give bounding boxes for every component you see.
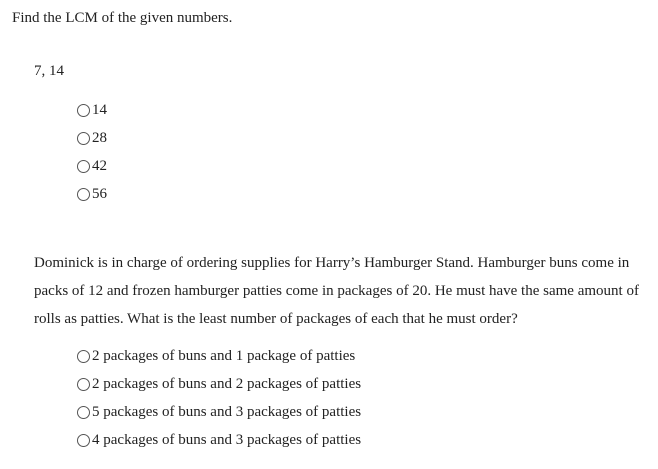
option-label: 5 packages of buns and 3 packages of patties xyxy=(92,403,362,420)
radio-button[interactable] xyxy=(77,160,90,173)
radio-button[interactable] xyxy=(77,104,90,117)
question1-option-2[interactable] xyxy=(77,124,107,152)
radio-button[interactable] xyxy=(77,132,90,145)
radio-button[interactable] xyxy=(77,434,90,447)
question1-option-3[interactable] xyxy=(77,152,107,180)
question2-option-2[interactable] xyxy=(77,370,361,398)
radio-button[interactable] xyxy=(77,406,90,419)
question1-option-1[interactable] xyxy=(77,96,107,124)
question1-options xyxy=(77,96,107,208)
question2-option-1[interactable] xyxy=(77,342,361,370)
option-label: 56 xyxy=(92,185,107,202)
option-label: 4 packages of buns and 3 packages of patties xyxy=(92,431,362,448)
radio-button[interactable] xyxy=(77,378,90,391)
radio-button[interactable] xyxy=(77,350,90,363)
option-label: 14 xyxy=(92,101,107,118)
question2-options xyxy=(77,342,361,454)
question2-option-3[interactable] xyxy=(77,398,361,426)
question2-text: Dominick is in charge of ordering supplies for Harry’s Hamburger Stand. Hamburger buns come in packs of 12 and frozen hamburger patties come in packages of 20. He must have the same amount of rolls as patties. What is the least number of packages of each that he must order? xyxy=(34,255,639,327)
question1-option-4[interactable] xyxy=(77,180,107,208)
option-label: 2 packages of buns and 1 package of patties xyxy=(92,347,356,364)
option-label: 28 xyxy=(92,129,107,146)
option-label: 42 xyxy=(92,157,107,174)
question1-prompt: 7, 14 xyxy=(34,63,64,79)
radio-button[interactable] xyxy=(77,188,90,201)
option-label: 2 packages of buns and 2 packages of patties xyxy=(92,375,362,392)
instruction-text: Find the LCM of the given numbers. xyxy=(12,10,233,26)
question2-option-4[interactable] xyxy=(77,426,361,454)
